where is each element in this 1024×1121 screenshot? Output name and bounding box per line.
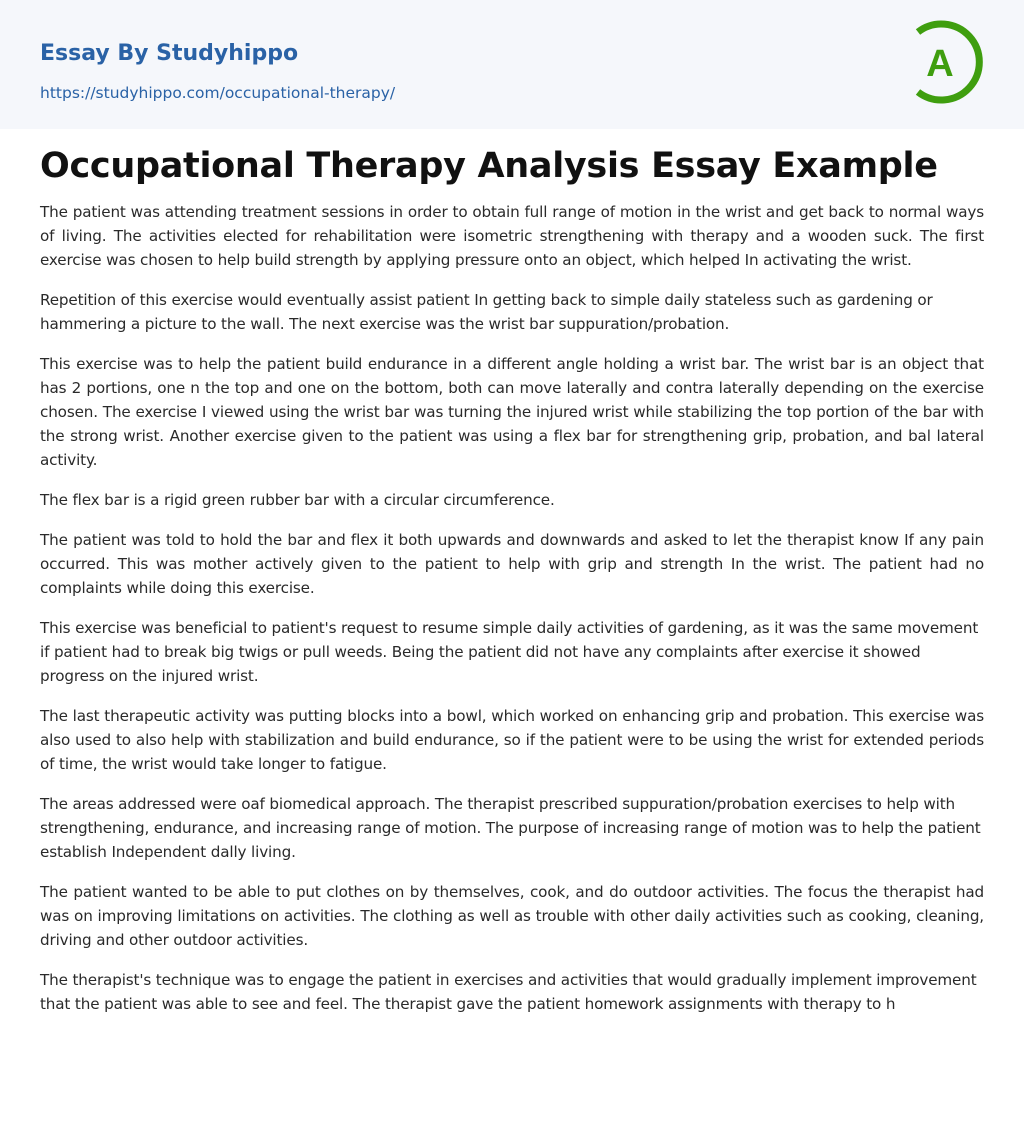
- essay-paragraph: Repetition of this exercise would eventually assist patient In getting back to simple daily stateless such as gardening or hammering a picture to the wall. The next exercise was the wrist bar suppuration/probation.: [40, 291, 933, 333]
- page-title: Occupational Therapy Analysis Essay Example: [40, 146, 938, 186]
- essay-body: [40, 200, 984, 1032]
- logo-letter: A: [926, 43, 954, 85]
- essay-paragraph: The areas addressed were oaf biomedical approach. The therapist prescribed suppuration/probation exercises to help with strengthening, endurance, and increasing range of motion. The purpose of increasing range of motion was to help the patient establish Independent dally living.: [40, 795, 981, 861]
- essay-paragraph: The last therapeutic activity was putting blocks into a bowl, which worked on enhancing grip and probation. This exercise was also used to also help with stabilization and build endurance, so if the patient were to be using the wrist for extended periods of time, the wrist would take longer to fatigue.: [40, 707, 984, 773]
- essay-paragraph: The therapist's technique was to engage the patient in exercises and activities that would gradually implement improvement that the patient was able to see and feel. The therapist gave the patient homework assignments with therapy to h: [40, 971, 977, 1013]
- site-brand[interactable]: Essay By Studyhippo: [40, 41, 299, 66]
- essay-paragraph: The patient was told to hold the bar and flex it both upwards and downwards and asked to let the therapist know If any pain occurred. This was mother actively given to the patient to help with grip and strength In the wrist. The patient had no complaints while doing this exercise.: [40, 531, 984, 597]
- essay-paragraph: The patient was attending treatment sessions in order to obtain full range of motion in the wrist and get back to normal ways of living. The activities elected for rehabilitation were isometric strengthening with therapy and a wooden suck. The first exercise was chosen to help build strength by applying pressure onto an object, which helped In activating the wrist.: [40, 203, 984, 269]
- essay-url-link[interactable]: https://studyhippo.com/occupational-therapy/: [40, 84, 396, 102]
- essay-paragraph: The patient wanted to be able to put clothes on by themselves, cook, and do outdoor activities. The focus the therapist had was on improving limitations on activities. The clothing as well as trouble with other daily activities such as cooking, cleaning, driving and other outdoor activities.: [40, 883, 984, 949]
- essay-paragraph: The flex bar is a rigid green rubber bar with a circular circumference.: [40, 491, 555, 509]
- essay-paragraph: This exercise was beneficial to patient's request to resume simple daily activities of gardening, as it was the same movement if patient had to break big twigs or pull weeds. Being the patient did not have any complaints after exercise it showed progress on the injured wrist.: [40, 619, 979, 685]
- essay-paragraph: This exercise was to help the patient build endurance in a different angle holding a wrist bar. The wrist bar is an object that has 2 portions, one n the top and one on the bottom, both can move laterally and contra laterally depending on the exercise chosen. The exercise I viewed using the wrist bar was turning the injured wrist while stabilizing the top portion of the bar with the strong wrist. Another exercise given to the patient was using a flex bar for strengthening grip, probation, and bal lateral activity.: [40, 355, 984, 469]
